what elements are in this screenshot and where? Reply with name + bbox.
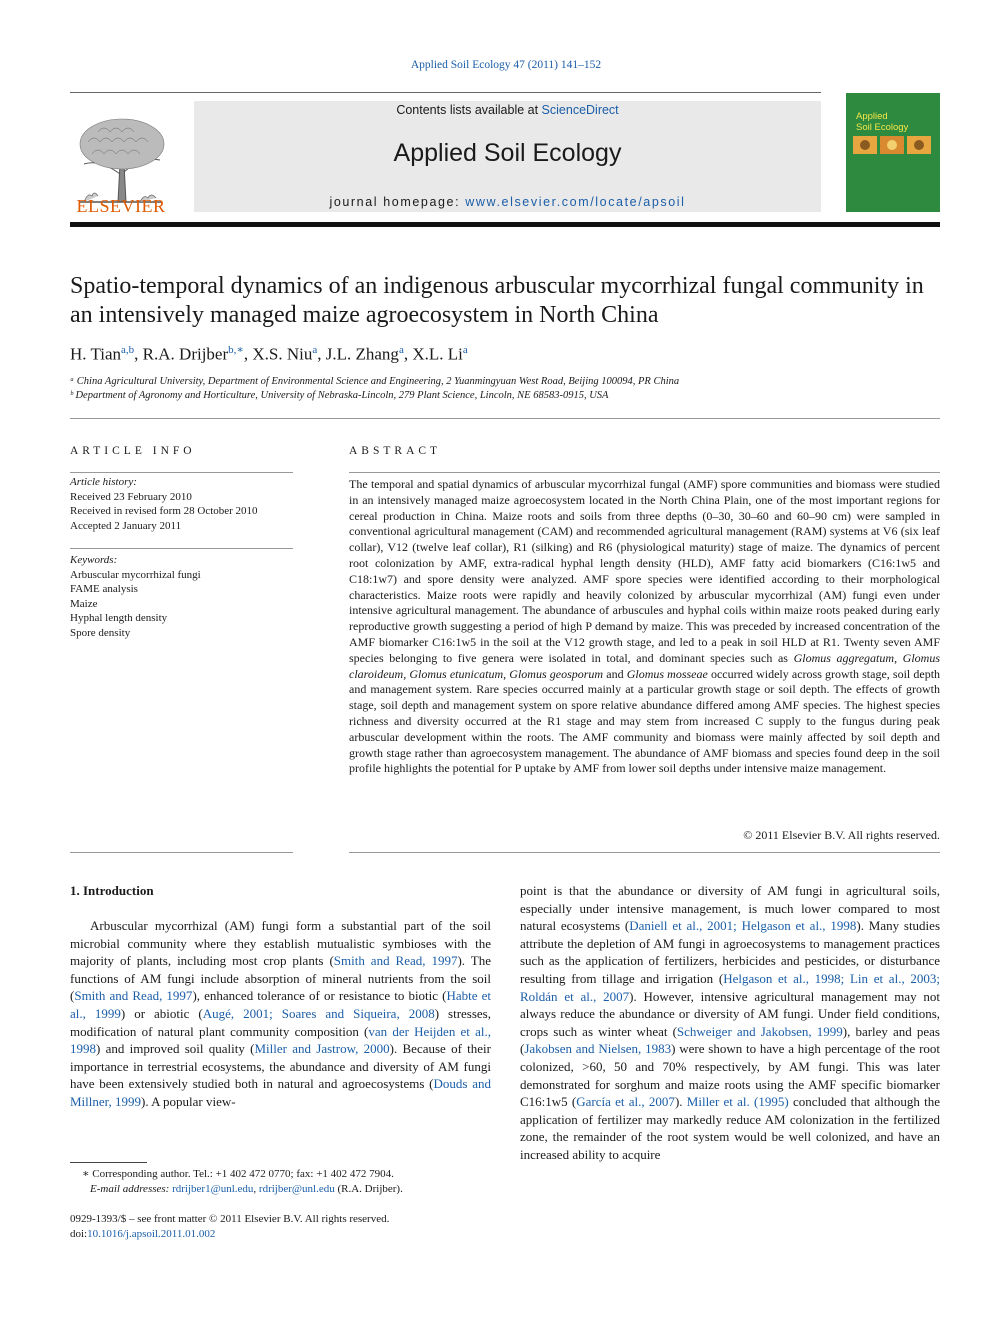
article-history: [70, 475, 300, 533]
citation-link[interactable]: Miller and Jastrow, 2000: [254, 1041, 390, 1057]
header-rule: [70, 92, 821, 93]
info-rule: [70, 548, 293, 549]
issn-line: 0929-1393/$ – see front matter © 2011 Elsevier B.V. All rights reserved.: [70, 1213, 390, 1225]
homepage-prefix: journal homepage:: [329, 195, 466, 209]
abstract-body: The temporal and spatial dynamics of arbuscular mycorrhizal fungal (AMF) spore communities and biomass were studied in an intensively managed maize agroecosystem located in the North China Plain, one of the most important regions for cereal production in China. Maize roots and soils from three depths (0–30, 30–60 and 60–90 cm) were sampled in conventional agricultural management (CAM) and recommended agricultural management (RAM) systems at V6 (six leaf collar), V12 (twelve leaf collar), R1 (silking) and R6 (physiological maturity) stage of maize. The dynamics of percent root colonization by AMF, extra-radical hyphal length density (HLD), AMF fatty acid biomarkers (C16:1w5 and C18:1w7) and spore density were analyzed. AMF spore species were identified according to their morphological characteristics. Maize roots were rapidly and heavily colonized by arbuscular mycorrhizal (AM) fungi even under intensive agricultural management. The abundance of arbuscules and hyphal coils within maize roots peaked during early reproductive growth suggesting a period of high P demand by maize. This was preceded by increased concentration of the AMF biomarker C16:1w5 in the soil at the V12 growth stage, and led to a peak in soil HLD at R1. Twenty seven AMF species belonging to five genera were isolated in total, and dominant species such as Glomus aggregatum, Glomus claroideum, Glomus etunicatum, Glomus geosporum and Glomus mosseae occurred widely across growth stage, soil depth and management system. Rare species occurred mainly at a particular growth stage or soil depth. The effects of growth stage, soil depth and management system on spore relative abundance differed among AMF species. The highest species richness and diversity occurred at the R1 stage and may stem from increased C supply to the fungus during peak arbuscular development within the roots. The AMF community and biomass were mainly affected by soil depth and growth stage rather than agroecosystem management. The abundance of AMF biomass and species found deep in the soil profile highlights the potential for P uptake by AMF from lower soil depths under intensive maize management.: [349, 477, 941, 776]
cover-title-line1: Applied: [856, 111, 888, 122]
author-name: H. Tian: [70, 344, 122, 364]
author-affiliation-marker[interactable]: b,∗: [228, 344, 244, 356]
keywords-head: Keywords:: [70, 554, 118, 566]
author-list: H. Tian$^{a,b}$, R.A. Drijber$^{b,∗}$, X.S. Niu$^a$, J.L. Zhang$^a$, X.L. Li$^a$: [70, 344, 468, 364]
received-date: Received 23 February 2010: [70, 490, 192, 503]
citation-link[interactable]: Jakobsen and Nielsen, 1983: [524, 1041, 672, 1057]
history-head: Article history:: [70, 476, 137, 488]
citation-link[interactable]: Miller et al. (1995): [686, 1094, 789, 1110]
journal-citation[interactable]: Applied Soil Ecology 47 (2011) 141–152: [410, 59, 602, 71]
citation-link[interactable]: van der Heijden et al., 1998: [70, 1023, 491, 1057]
author-affiliation-marker[interactable]: a: [398, 344, 404, 356]
author-affiliation-marker[interactable]: a: [312, 344, 318, 356]
citation-link[interactable]: Helgason et al., 1998; Lin et al., 2003; Roldán et al., 2007: [520, 970, 940, 1004]
homepage-line: [194, 195, 821, 209]
footnote-rule: [70, 1162, 147, 1163]
copyright-notice: © 2011 Elsevier B.V. All rights reserved.: [743, 828, 940, 842]
contents-line: [194, 103, 821, 117]
body-column-left: Arbuscular mycorrhizal (AM) fungi form a substantial part of the soil microbial community where they establish mutualistic symbioses with the majority of plants, including most crop plants (Smith and Read, 1997). The functions of AM fungi include absorption of mineral nutrients from the soil (Smith and Read, 1997), enhanced tolerance of or resistance to biotic (Habte et al., 1999) or abiotic (Augé, 2001; Soares and Siqueira, 2008) stresses, modification of natural plant community composition (van der Heijden et al., 1998) and improved soil quality (Miller and Jastrow, 2000). Because of their importance in terrestrial ecosystems, the abundance and diversity of AM fungi have been extensively studied both in natural and agroecosystems (Douds and Millner, 1999). A popular view-: [70, 918, 492, 1109]
info-rule: [70, 852, 293, 853]
info-rule: [70, 472, 293, 473]
email-line: E-mail addresses: rdrijber1@unl.edu, rdrijber@unl.edu (R.A. Drijber).: [90, 1183, 403, 1195]
author-name: J.L. Zhang: [325, 344, 399, 364]
author-name: R.A. Drijber: [142, 344, 229, 364]
article-info-heading: ARTICLE INFO: [70, 445, 196, 457]
revised-date: Received in revised form 28 October 2010: [70, 505, 258, 517]
citation-link[interactable]: Habte et al., 1999: [70, 988, 492, 1021]
journal-name: Applied Soil Ecology: [393, 139, 622, 167]
doi-link[interactable]: 10.1016/j.apsoil.2011.01.002: [87, 1228, 216, 1240]
cover-image-strip-icon: [853, 136, 933, 154]
cover-title: [856, 111, 936, 133]
doi-line: doi:10.1016/j.apsoil.2011.01.002: [70, 1228, 216, 1240]
keyword: FAME analysis: [70, 583, 138, 595]
affiliation-rule: [70, 418, 940, 419]
abstract-rule: [349, 472, 940, 473]
author-affiliation-marker[interactable]: a,b: [121, 344, 135, 356]
citation-link[interactable]: Daniell et al., 2001; Helgason et al., 1998: [629, 918, 857, 934]
abstract-heading: ABSTRACT: [349, 445, 442, 457]
homepage-link[interactable]: www.elsevier.com/locate/apsoil: [465, 195, 686, 209]
front-matter: [70, 1212, 500, 1242]
body-column-right: point is that the abundance or diversity of AM fungi in agricultural soils, especially under intensive management, is much lower compared to most natural ecosystems (Daniell et al., 2001; Helgason et al., 1998). Many studies attribute the depletion of AM fungi in agroecosystems to management practices such as the application of fertilizers, herbicides and pesticides, or disturbance resulting from tillage and irrigation (Helgason et al., 1998; Lin et al., 2003; Roldán et al., 2007). However, intensive agricultural management may not always reduce the abundance or diversity of AM fungi. Under field conditions, crops such as winter wheat (Schweiger and Jakobsen, 1999), barley and peas (Jakobsen and Nielsen, 1983) were shown to have a high percentage of the root colonized, >60, 50 and 70% respectively, by AM fungi. This was later demonstrated for sorghum and maize roots using the AMF specific biomarker C16:1w5 (García et al., 2007). Miller et al. (1995) concluded that although the application of fertilizer may markedly reduce AM colonization in the fertilized zone, the remainder of the root system would be well colonized, and have an increased ability to acquire: [520, 883, 941, 1162]
email-link[interactable]: rdrijber1@unl.edu: [172, 1183, 254, 1195]
keyword: Hyphal length density: [70, 612, 168, 624]
citation-link[interactable]: Augé, 2001; Soares and Siqueira, 2008: [202, 1005, 435, 1021]
keyword: Arbuscular mycorrhizal fungi: [70, 568, 201, 581]
citation-link[interactable]: García et al., 2007: [576, 1094, 675, 1110]
affiliation-b: ᵇ Department of Agronomy and Horticulture, University of Nebraska-Lincoln, 279 Plant Science, Lincoln, NE 68583-0915, USA: [70, 390, 609, 401]
section-heading-introduction: 1. Introduction: [70, 883, 154, 898]
citation-link[interactable]: Smith and Read, 1997: [74, 988, 193, 1004]
cover-title-line2: Soil Ecology: [856, 122, 909, 133]
citation-link[interactable]: Smith and Read, 1997: [333, 953, 458, 969]
keyword: Maize: [70, 597, 98, 610]
citation-link[interactable]: Douds and Millner, 1999: [70, 1076, 491, 1109]
corresponding-author-line: ∗ Corresponding author. Tel.: +1 402 472 0770; fax: +1 402 472 7904.: [82, 1168, 394, 1180]
accepted-date: Accepted 2 January 2011: [70, 519, 182, 532]
contents-prefix: Contents lists available at: [396, 103, 542, 117]
elsevier-logo-text: ELSEVIER: [76, 196, 166, 216]
author-name: X.L. Li: [412, 344, 463, 364]
author-affiliation-marker[interactable]: a: [462, 344, 468, 356]
keyword: Spore density: [70, 626, 131, 639]
sciencedirect-link[interactable]: ScienceDirect: [541, 103, 619, 117]
affiliation-a: ᵃ China Agricultural University, Department of Environmental Science and Engineering, 2 Yuanmingyuan West Road, Beijing 100094, PR China: [70, 376, 680, 387]
corresponding-author-footnote: [70, 1167, 500, 1197]
email-link[interactable]: rdrijber@unl.edu: [258, 1183, 335, 1195]
masthead-rule: [70, 222, 940, 227]
author-name: X.S. Niu: [252, 344, 313, 364]
abstract-rule: [349, 852, 940, 853]
citation-link[interactable]: Schweiger and Jakobsen, 1999: [676, 1023, 843, 1039]
keywords: [70, 553, 300, 640]
article-title: Spatio-temporal dynamics of an indigenous arbuscular mycorrhizal fungal community in an intensively managed maize agroecosystem in North China: [70, 273, 924, 328]
